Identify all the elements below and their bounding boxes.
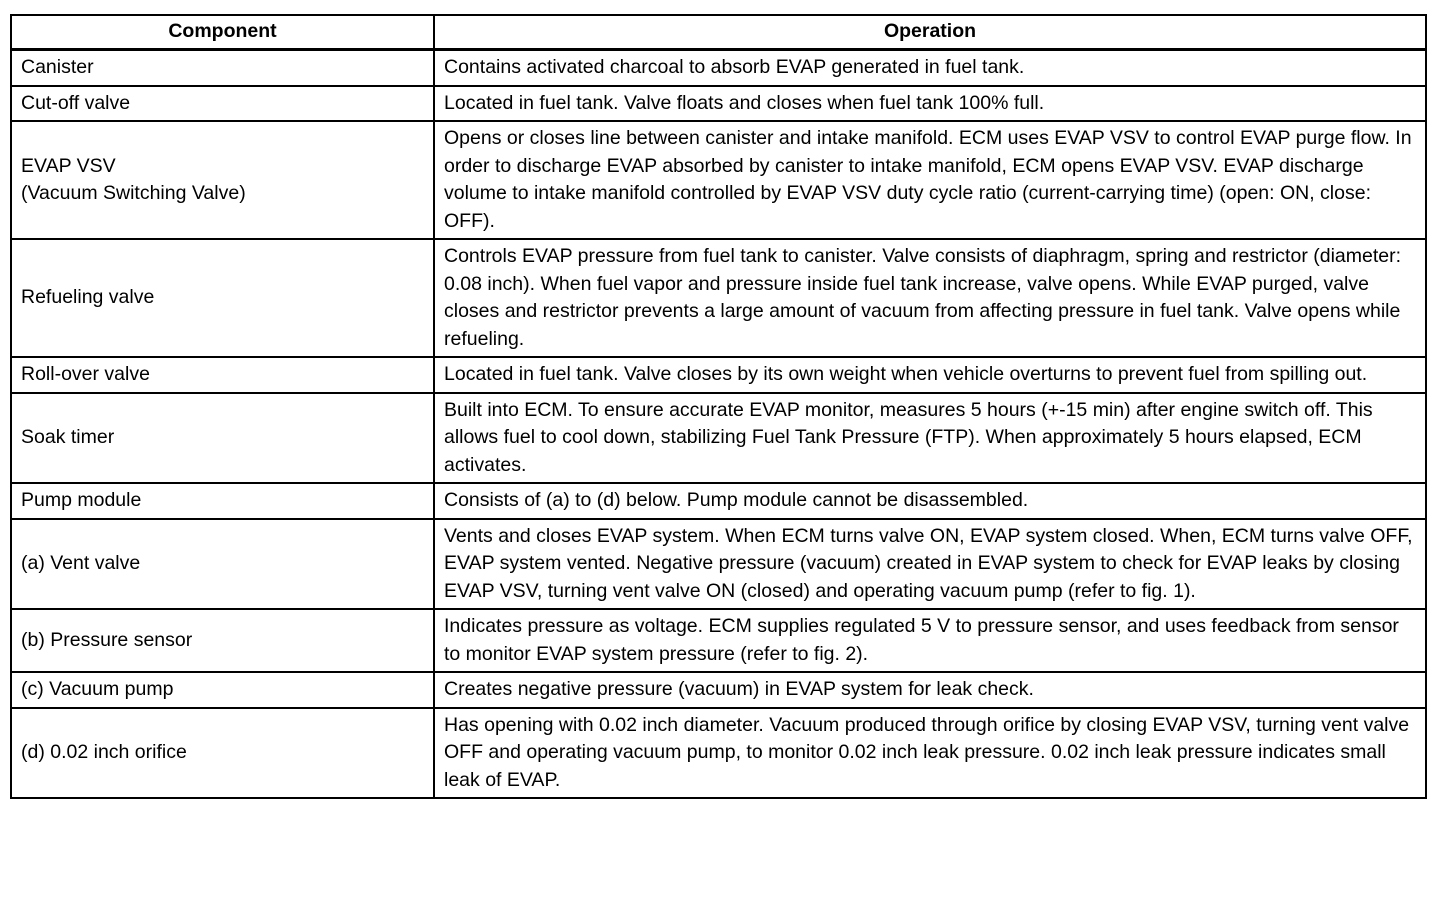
operation-cell: [434, 609, 1426, 672]
table-row: [11, 121, 1426, 239]
component-subname: (Vacuum Switching Valve): [21, 182, 246, 204]
component-name: Refueling valve: [21, 286, 155, 309]
operation-cell: [434, 393, 1426, 484]
operation-text: Located in fuel tank. Valve closes by its own weight when vehicle overturns to prevent fuel from spilling out.: [444, 363, 1368, 385]
component-cell: [11, 121, 434, 239]
operation-cell: [434, 357, 1426, 393]
operation-text: Contains activated charcoal to absorb EVAP generated in fuel tank.: [444, 56, 1025, 78]
operation-text: Consists of (a) to (d) below. Pump module cannot be disassembled.: [444, 489, 1029, 511]
operation-column-header: Operation: [434, 15, 1426, 50]
component-cell: [11, 50, 434, 86]
table-row: [11, 86, 1426, 122]
component-name: Roll-over valve: [21, 363, 150, 385]
component-name: Canister: [21, 56, 94, 78]
component-name: Soak timer: [21, 426, 115, 448]
operation-text: Located in fuel tank. Valve floats and closes when fuel tank 100% full.: [444, 91, 1045, 114]
evap-components-table: [10, 14, 1427, 799]
operation-text: Has opening with 0.02 inch diameter. Vacuum produced through orifice by closing EVAP VSV, turning vent valve OFF and operating vacuum pump, to monitor 0.02 inch leak pressure. 0.02 inch leak pressure indicates small leak of EVAP.: [444, 713, 1410, 791]
component-cell: [11, 357, 434, 393]
component-name: (b) Pressure sensor: [21, 628, 193, 651]
operation-cell: [434, 121, 1426, 239]
component-name: Pump module: [21, 489, 142, 511]
operation-cell: [434, 708, 1426, 799]
component-cell: [11, 239, 434, 357]
component-name: EVAP VSV: [21, 154, 116, 177]
operation-text: Opens or closes line between canister and intake manifold. ECM uses EVAP VSV to control EVAP purge flow. In order to discharge EVAP absorbed by canister to intake manifold, ECM opens EVAP VSV. EVAP discharge volume to intake manifold controlled by EVAP VSV duty cycle ratio (current-carrying time) (open: ON, close: OFF).: [444, 127, 1412, 232]
component-cell: [11, 483, 434, 519]
table-row: [11, 519, 1426, 610]
table-header-row: [11, 15, 1426, 50]
operation-cell: [434, 672, 1426, 708]
operation-text: Controls EVAP pressure from fuel tank to canister. Valve consists of diaphragm, spring and restrictor (diameter: 0.08 inch). When fuel vapor and pressure inside fuel tank increase, valve opens. While EVAP purged, valve closes and restrictor prevents a large amount of vacuum from affecting pressure in fuel tank. Valve opens while refueling.: [444, 245, 1402, 350]
table-row: [11, 50, 1426, 86]
component-name: Cut-off valve: [21, 91, 131, 114]
component-cell: [11, 393, 434, 484]
table-row: [11, 672, 1426, 708]
component-name: (a) Vent valve: [21, 552, 141, 574]
table-row: [11, 483, 1426, 519]
operation-cell: [434, 86, 1426, 122]
operation-cell: [434, 519, 1426, 610]
table-row: [11, 357, 1426, 393]
operation-cell: [434, 239, 1426, 357]
component-column-header: Component: [11, 15, 434, 50]
table-row: [11, 609, 1426, 672]
table-row: [11, 239, 1426, 357]
operation-cell: [434, 483, 1426, 519]
table-row: [11, 393, 1426, 484]
table-row: [11, 708, 1426, 799]
component-name: (d) 0.02 inch orifice: [21, 741, 187, 763]
operation-text: Vents and closes EVAP system. When ECM turns valve ON, EVAP system closed. When, ECM turns valve OFF, EVAP system vented. Negative pressure (vacuum) created in EVAP system to check for EVAP leaks by closing EVAP VSV, turning vent valve ON (closed) and operating vacuum pump (refer to fig. 1).: [444, 524, 1413, 602]
component-cell: [11, 519, 434, 610]
operation-text: Indicates pressure as voltage. ECM supplies regulated 5 V to pressure sensor, and uses feedback from sensor to monitor EVAP system pressure (refer to fig. 2).: [444, 615, 1399, 665]
component-cell: [11, 708, 434, 799]
component-cell: [11, 672, 434, 708]
operation-cell: [434, 50, 1426, 86]
component-name: (c) Vacuum pump: [21, 678, 174, 700]
operation-text: Built into ECM. To ensure accurate EVAP monitor, measures 5 hours (+-15 min) after engine switch off. This allows fuel to cool down, stabilizing Fuel Tank Pressure (FTP). When approximately 5 hours elapsed, ECM activates.: [444, 398, 1373, 476]
operation-text: Creates negative pressure (vacuum) in EVAP system for leak check.: [444, 678, 1034, 700]
component-cell: [11, 609, 434, 672]
component-cell: [11, 86, 434, 122]
